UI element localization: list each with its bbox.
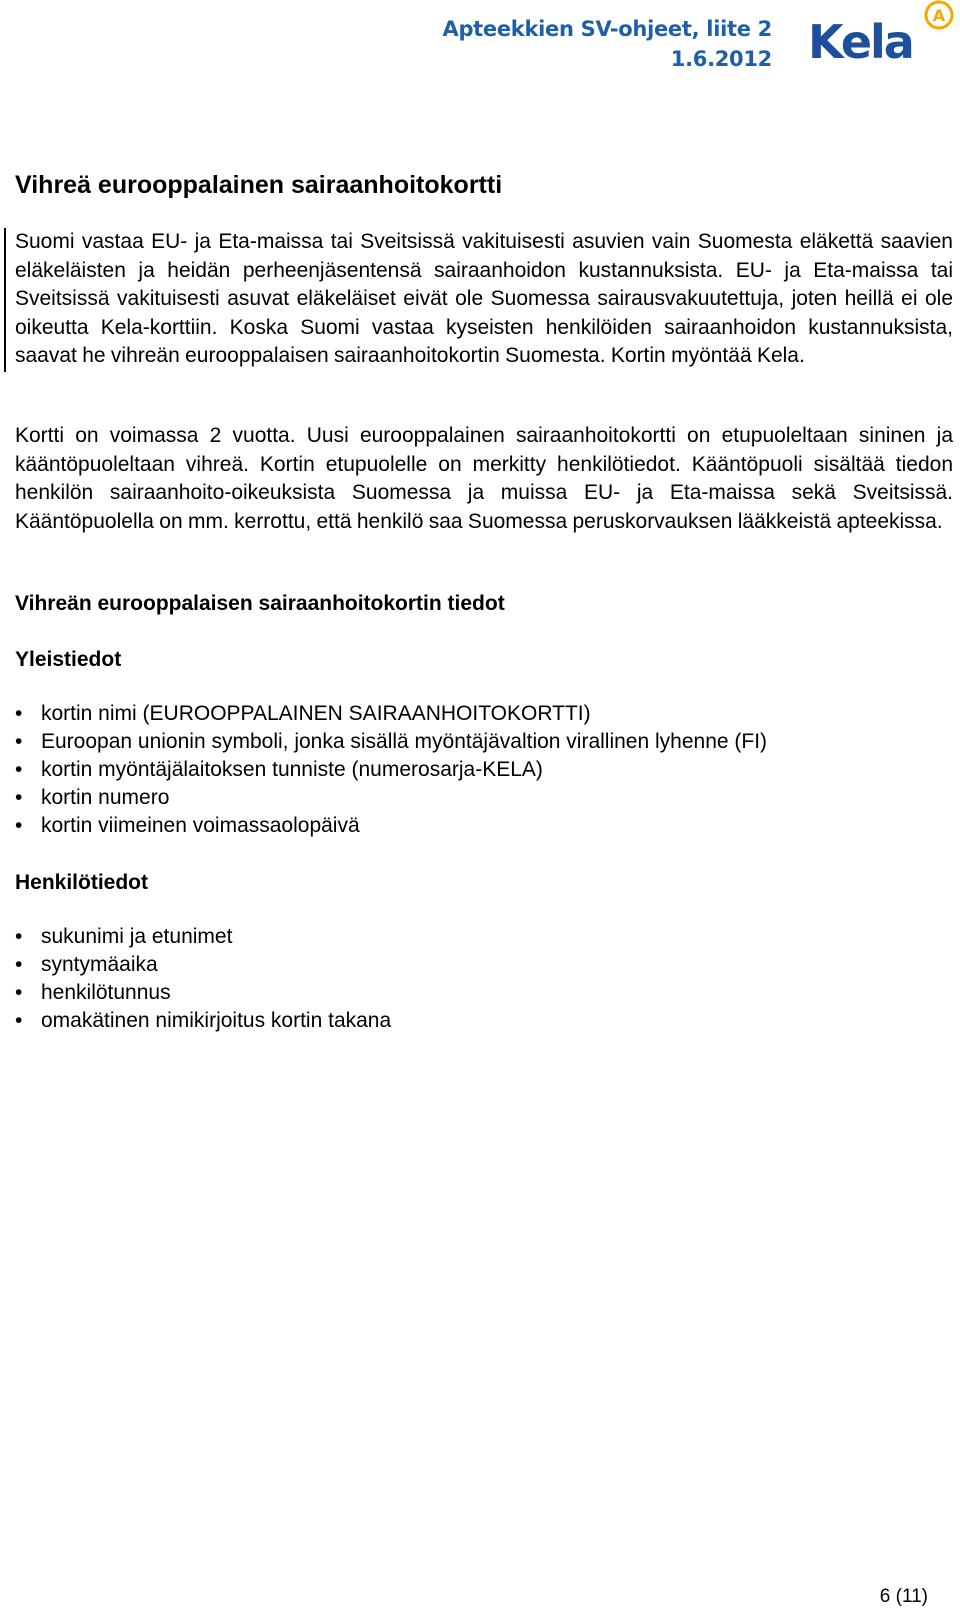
list-item: [15, 700, 767, 728]
bullet-icon: •: [15, 786, 23, 809]
list-item: [15, 923, 391, 951]
page-number: 6 (11): [879, 1586, 928, 1607]
personal-info-list: [15, 923, 391, 1035]
bullet-icon: •: [15, 953, 23, 976]
list-item-text: kortin numero: [41, 786, 170, 809]
list-item: [15, 1007, 391, 1035]
list-item-text: henkilötunnus: [41, 981, 171, 1004]
list-item: [15, 812, 767, 840]
subheading-general-info: Yleistiedot: [15, 648, 122, 671]
list-item-text: kortin nimi (EUROOPPALAINEN SAIRAANHOITOKORTTI): [41, 702, 591, 725]
list-item-text: kortin myöntäjälaitoksen tunniste (numerosarja-KELA): [41, 758, 543, 781]
general-info-list: [15, 700, 767, 840]
kela-emblem-letter: A: [932, 6, 946, 25]
bullet-icon: •: [15, 925, 23, 948]
list-item-text: omakätinen nimikirjoitus kortin takana: [41, 1009, 392, 1032]
bullet-icon: •: [15, 702, 23, 725]
list-item: [15, 756, 767, 784]
kela-emblem-icon: [926, 2, 952, 28]
list-item: [15, 728, 767, 756]
bullet-icon: •: [15, 814, 23, 837]
paragraph-pensioners: Suomi vastaa EU- ja Eta-maissa tai Sveitsissä vakituisesti asuvien vain Suomesta eläkettä saavien eläkeläisten ja heidän perheenjäsentensä sairaanhoidon kustannuksista. EU- ja Eta-maissa tai Sveitsissä vakituisesti asuvat eläkeläiset eivät ole Suomessa sairausvakuutettuja, joten heillä ei ole oikeutta Kela-korttiin. Koska Suomi vastaa kyseisten henkilöiden sairaanhoidon kustannuksista, saavat he vihreän eurooppalaisen sairaanhoitokortin Suomesta. Kortin myöntää Kela.: [15, 230, 953, 367]
header-title-line2: 1.6.2012: [670, 47, 772, 71]
revision-change-bar: [4, 228, 6, 372]
list-item-text: Euroopan unionin symboli, jonka sisällä myöntäjävaltion virallinen lyhenne (FI): [41, 730, 768, 753]
subheading-personal-info: Henkilötiedot: [15, 871, 149, 894]
bullet-icon: •: [15, 1009, 23, 1032]
list-item: [15, 784, 767, 812]
list-item: [15, 979, 391, 1007]
kela-logo: [806, 0, 956, 64]
list-item-text: kortin viimeinen voimassaolopäivä: [41, 814, 360, 837]
list-item-text: sukunimi ja etunimet: [41, 925, 233, 948]
document-title: Vihreä eurooppalainen sairaanhoitokortti: [15, 171, 503, 199]
bullet-icon: •: [15, 758, 23, 781]
paragraph-card-validity: Kortti on voimassa 2 vuotta. Uusi eurooppalainen sairaanhoitokortti on etupuoleltaan sininen ja kääntöpuoleltaan vihreä. Kortin etupuolelle on merkitty henkilötiedot. Kääntöpuoli sisältää tiedon henkilön sairaanhoito-oikeuksista Suomessa ja muissa EU- ja Eta-maissa sekä Sveitsissä. Kääntöpuolella on mm. kerrottu, että henkilö saa Suomessa peruskorvauksen lääkkeistä apteekissa.: [15, 424, 953, 533]
bullet-icon: •: [15, 981, 23, 1004]
header-title-line1: Apteekkien SV-ohjeet, liite 2: [442, 17, 772, 41]
kela-logo-text: Kela: [808, 15, 913, 64]
list-item: [15, 951, 391, 979]
bullet-icon: •: [15, 730, 23, 753]
document-header-title: [443, 14, 773, 74]
list-item-text: syntymäaika: [41, 953, 158, 976]
section-heading-card-details: Vihreän eurooppalaisen sairaanhoitokortin tiedot: [15, 592, 505, 615]
